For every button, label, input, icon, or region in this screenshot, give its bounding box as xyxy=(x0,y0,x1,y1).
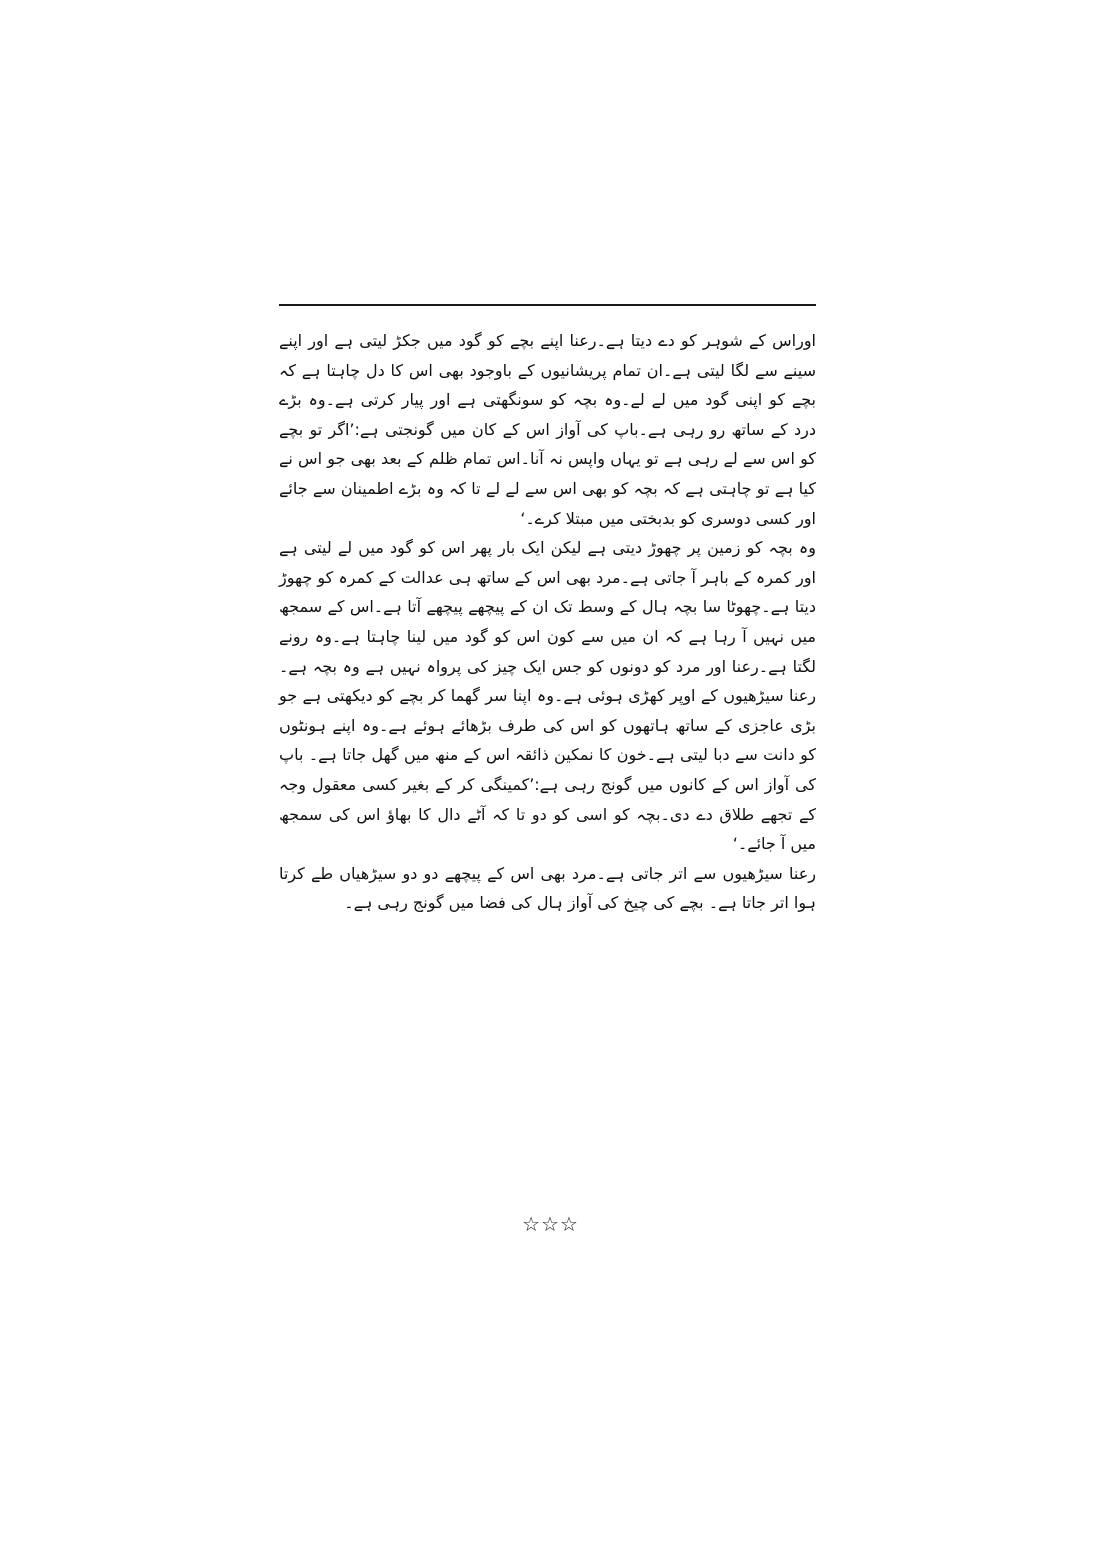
paragraph-3: رعنا سیڑھیوں سے اتر جاتی ہے۔مرد بھی اس کے پیچھے دو دو سیڑھیاں طے کرتا ہوا اتر جاتا ہے۔ بچے کی چیخ کی آواز ہال کی فضا میں گونج رہی ہے۔ xyxy=(279,863,816,913)
header-rule xyxy=(279,304,816,306)
section-break-ornament: ☆☆☆ xyxy=(522,1212,579,1236)
body-text xyxy=(279,326,816,918)
paragraph-1: اوراس کے شوہر کو دے دیتا ہے۔رعنا اپنے بچے کو گود میں جکڑ لیتی ہے اور اپنے سینے سے لگا لیتی ہے۔ان تمام پریشانیوں کے باوجود بھی اس کا دل چاہتا ہے کہ بچے کو اپنی گود میں لے لے۔وہ بچہ کو سونگھتی ہے اور پیار کرتی ہے۔وہ بڑے درد کے ساتھ رو رہی ہے۔باپ کی آواز اس کے کان میں گونجتی ہے:’اگر تو بچے کو اس سے لے رہی ہے تو یہاں واپس نہ آنا۔اس تمام ظلم کے بعد بھی جو اس نے کیا ہے تو چاہتی ہے کہ بچہ کو بھی اس سے لے لے تا کہ وہ بڑے اطمینان سے جائے اور کسی دوسری کو بدبختی میں مبتلا کرے۔‘ xyxy=(279,331,817,528)
paragraph-2: وہ بچہ کو زمین پر چھوڑ دیتی ہے لیکن ایک بار پھر اس کو گود میں لے لیتی ہے اور کمرہ کے باہر آ جاتی ہے۔مرد بھی اس کے ساتھ ہی عدالت کے کمرہ کو چھوڑ دیتا ہے۔چھوٹا سا بچہ ہال کے وسط تک ان کے پیچھے پیچھے آتا ہے۔اس کے سمجھ میں نہیں آ رہا ہے کہ ان میں سے کون اس کو گود میں لینا چاہتا ہے۔وہ رونے لگتا ہے۔رعنا اور مرد کو دونوں کو جس ایک چیز کی پرواہ نہیں ہے وہ بچہ ہے۔ رعنا سیڑھیوں کے اوپر کھڑی ہوئی ہے۔وہ اپنا سر گھما کر بچے کو دیکھتی ہے جو بڑی عاجزی کے ساتھ ہاتھوں کو اس کی طرف بڑھائے ہوئے ہے۔وہ اپنے ہونٹوں کو دانت سے دبا لیتی ہے۔خون کا نمکین ذائقہ اس کے منھ میں گھل جاتا ہے۔ باپ کی آواز اس کے کانوں میں گونج رہی ہے:’کمینگی کر کے بغیر کسی معقول وجہ کے تجھے طلاق دے دی۔بچہ کو اسی کو دو تا کہ آٹے دال کا بھاؤ اس کی سمجھ میں آ جائے۔‘ xyxy=(279,538,816,854)
